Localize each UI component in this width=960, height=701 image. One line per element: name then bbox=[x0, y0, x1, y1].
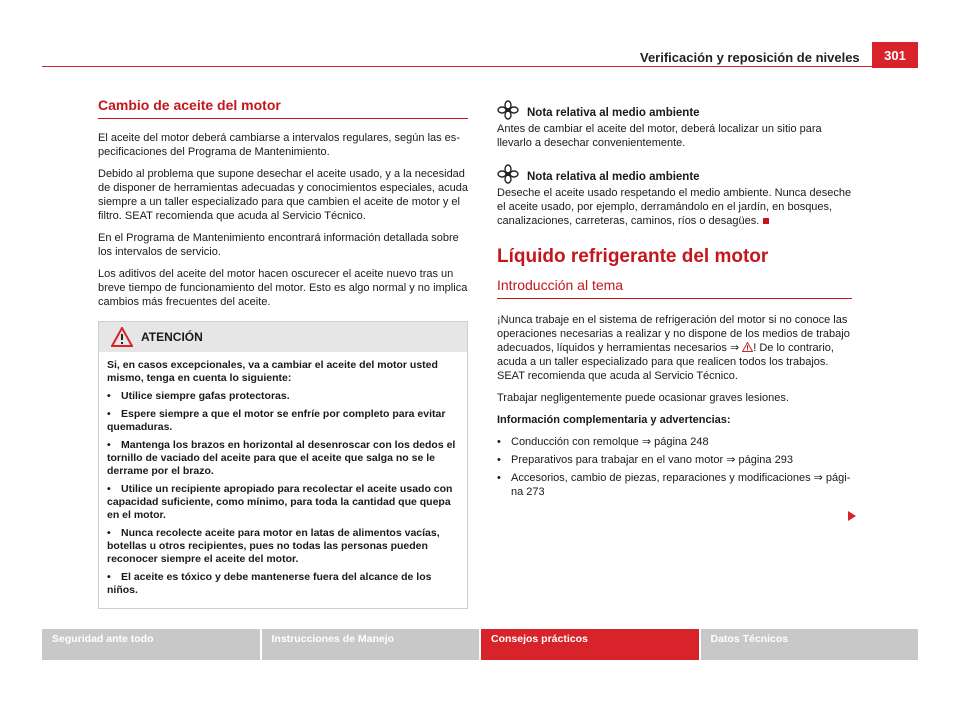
list-item[interactable]: • Accesorios, cambio de piezas, reparaciones y modificaciones ⇒ página 273 bbox=[497, 472, 851, 498]
intro-text: ¡Nunca trabaje en el sistema de refrigeración del motor si no conoce las operaciones necesarias a realizar y no dispone de los medios de trabajo adecuados, líquidos y herramientas necesarios ⇒ bbox=[497, 314, 850, 354]
warning-box bbox=[98, 321, 468, 609]
chapter-title: Líquido refrigerante del motor bbox=[497, 246, 769, 267]
note-header bbox=[497, 164, 852, 184]
subsection-title: Introducción al tema bbox=[497, 278, 852, 299]
paragraph: Debido al problema que supone desechar el aceite usado, y a la necesidad de disponer de herramientas adecuadas y conocimientos especiales, acuda siempre a un taller especializado para que cambien el aceite de motor y el filtro. SEAT recomienda que acuda al Servicio Técnico. bbox=[98, 168, 468, 222]
danger-text: Trabajar negligentemente puede ocasionar graves lesiones. bbox=[497, 392, 789, 404]
footer-tab-datos[interactable]: Datos Técnicos bbox=[701, 629, 919, 660]
paragraph: En el Programa de Mantenimiento encontrará información detallada sobre los intervalos de servicio. bbox=[98, 232, 459, 258]
warning-bullet-text: Utilice un recipiente apropiado para recolectar el aceite usado con capacidad suficiente, como mínimo, para toda la cantidad que quepa en el motor. bbox=[107, 483, 453, 521]
warning-title: ATENCIÓN bbox=[141, 330, 203, 344]
footer-tab-seguridad[interactable]: Seguridad ante todo bbox=[42, 629, 260, 660]
arrow-right-icon bbox=[848, 511, 856, 521]
footer-nav bbox=[42, 629, 918, 660]
warning-bullet-text: Utilice siempre gafas protectoras. bbox=[121, 390, 290, 402]
note-header bbox=[497, 100, 852, 120]
warning-bullet: • Utilice siempre gafas protectoras. bbox=[107, 390, 290, 402]
warning-bullet-text: Nunca recolecte aceite para motor en latas de alimentos vacías, botellas u otros recipientes, pues no todas las personas pueden reconocer siempre el aceite del motor. bbox=[107, 527, 440, 565]
warning-bullet-text: Mantenga los brazos en horizontal al desenroscar con los dedos el tornillo de vaciado del aceite para que el aceite que salga no se le derrame por el brazo. bbox=[107, 439, 456, 477]
paragraph: Los aditivos del aceite del motor hacen oscurecer el aceite nuevo tras un breve tiempo de funcionamiento del motor. Esto es algo normal y no implica cambios más frecuentes del aceite. bbox=[98, 268, 468, 308]
info-heading: Información complementaria y advertencias: bbox=[497, 414, 731, 426]
intro-paragraph bbox=[497, 313, 852, 383]
environment-note bbox=[497, 164, 852, 228]
header-divider bbox=[42, 66, 918, 67]
note-text: Deseche el aceite usado respetando el medio ambiente. Nunca deseche el aceite usado, por ejemplo, derramándolo en el jardín, en bosques, canalizaciones, carreteras, caminos, ríos o desagües. bbox=[497, 187, 852, 227]
warning-bullet: • Nunca recolecte aceite para motor en latas de alimentos vacías, botellas u otros recipientes, pues no todas las personas pueden reconocer siempre el aceite del motor. bbox=[107, 527, 440, 565]
list-item[interactable]: • Conducción con remolque ⇒ página 248 bbox=[497, 436, 709, 448]
section-title: Cambio de aceite del motor bbox=[98, 98, 468, 119]
environment-note bbox=[497, 100, 852, 150]
intro-text: ! De lo contrario, acuda a un taller especializado para que realicen todos los trabajos. SEAT recomienda que acuda al Servicio Técnico. bbox=[497, 342, 834, 382]
note-title: Nota relativa al medio ambiente bbox=[527, 171, 700, 183]
page-header-title: Verificación y reposición de niveles bbox=[640, 50, 860, 65]
warning-triangle-icon bbox=[111, 327, 133, 347]
paragraph: El aceite del motor deberá cambiarse a intervalos regulares, según las especificaciones del Programa de Mantenimiento. bbox=[98, 132, 460, 158]
list-item-text: Preparativos para trabajar en el vano motor ⇒ página 293 bbox=[511, 454, 793, 466]
warning-bullet-text: El aceite es tóxico y debe mantenerse fuera del alcance de los niños. bbox=[107, 571, 432, 596]
flower-icon bbox=[497, 164, 519, 184]
flower-icon bbox=[497, 100, 519, 120]
warning-bullet-text: Espere siempre a que el motor se enfríe por completo para evitar quemaduras. bbox=[107, 408, 446, 433]
page-number: 301 bbox=[872, 42, 918, 68]
note-title: Nota relativa al medio ambiente bbox=[527, 107, 700, 119]
list-item-text: Conducción con remolque ⇒ página 248 bbox=[511, 436, 709, 448]
warning-body bbox=[99, 352, 467, 608]
warning-bullet: • Espere siempre a que el motor se enfríe por completo para evitar quemaduras. bbox=[107, 408, 446, 433]
footer-tab-instrucciones[interactable]: Instrucciones de Manejo bbox=[262, 629, 480, 660]
note-text-wrap bbox=[497, 186, 852, 228]
warning-intro: Si, en casos excepcionales, va a cambiar el aceite del motor usted mismo, tenga en cuenta lo siguiente: bbox=[107, 359, 438, 384]
right-column bbox=[497, 100, 852, 503]
warning-bullet: • Mantenga los brazos en horizontal al desenroscar con los dedos el tornillo de vaciado del aceite para que el aceite que salga no se le derrame por el brazo. bbox=[107, 439, 456, 477]
section-end-mark bbox=[763, 218, 769, 224]
warning-bullet: • El aceite es tóxico y debe mantenerse fuera del alcance de los niños. bbox=[107, 571, 432, 596]
list-item[interactable]: • Preparativos para trabajar en el vano motor ⇒ página 293 bbox=[497, 454, 793, 466]
note-text: Antes de cambiar el aceite del motor, deberá localizar un sitio para llevarlo a desechar convenientemente. bbox=[497, 123, 822, 149]
warning-triangle-icon[interactable] bbox=[742, 342, 753, 352]
footer-tab-consejos[interactable]: Consejos prácticos bbox=[481, 629, 699, 660]
left-column bbox=[98, 98, 468, 609]
warning-bullet: • Utilice un recipiente apropiado para recolectar el aceite usado con capacidad suficiente, como mínimo, para toda la cantidad que quepa en el motor. bbox=[107, 483, 453, 521]
list-item-text: Accesorios, cambio de piezas, reparaciones y modificaciones ⇒ página 273 bbox=[511, 472, 851, 498]
warning-header bbox=[99, 322, 467, 352]
